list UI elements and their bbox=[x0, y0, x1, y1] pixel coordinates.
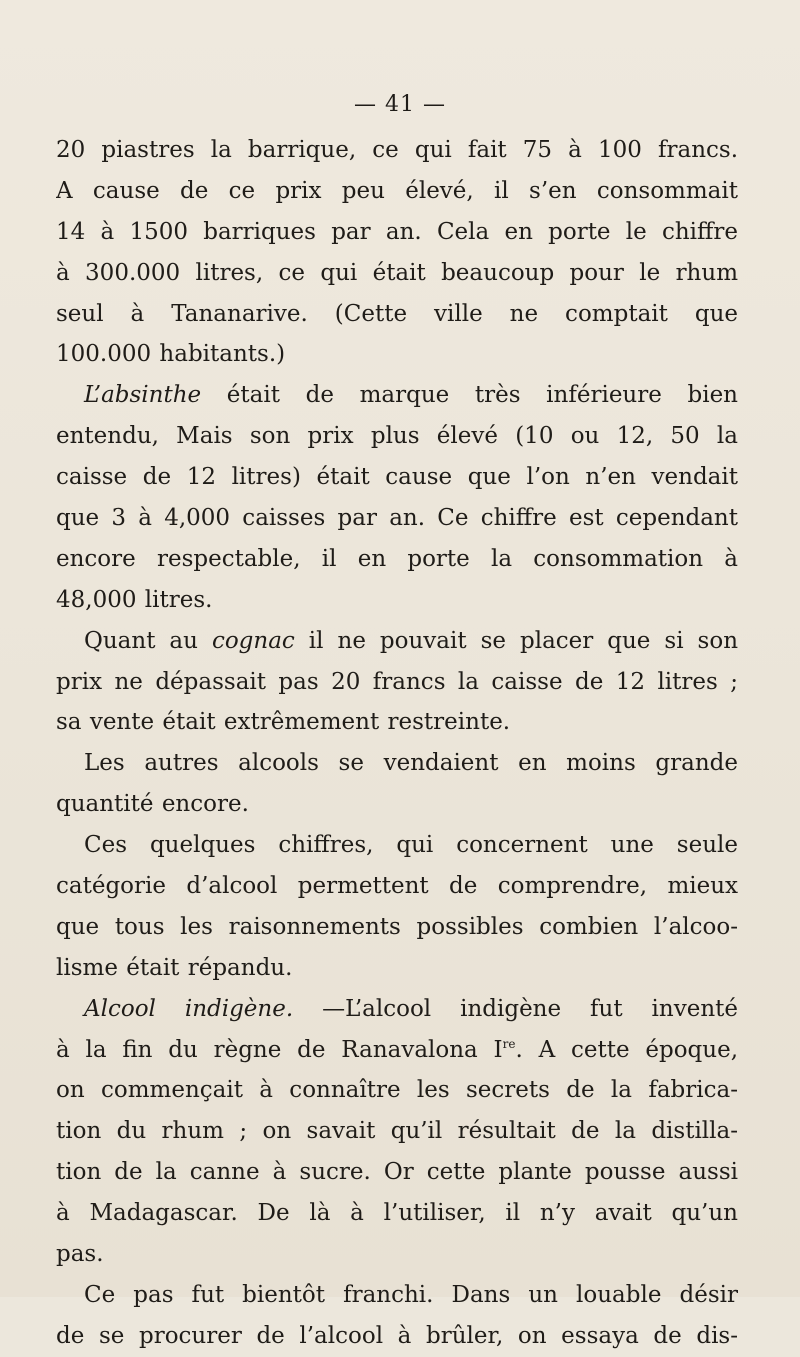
text-line bbox=[56, 621, 738, 662]
text-line bbox=[56, 989, 738, 1030]
superscript: re bbox=[502, 1036, 516, 1051]
text-line: lisme était répandu. bbox=[56, 954, 293, 981]
text-span: . A cette époque, bbox=[515, 1036, 738, 1063]
text-line: 48,000 litres. bbox=[56, 586, 213, 613]
body-text bbox=[56, 130, 738, 1357]
text-line: tion de la canne à sucre. Or cette plante pousse aussi bbox=[56, 1159, 738, 1186]
text-span: était de marque très inférieure bien bbox=[201, 382, 738, 409]
text-line: 14 à 1500 barriques par an. Cela en porte le chiffre bbox=[56, 218, 738, 245]
text-span: il ne pouvait se placer que si son bbox=[294, 627, 738, 654]
text-line: prix ne dépassait pas 20 francs la caisse de 12 litres ; bbox=[56, 668, 738, 695]
section-heading-alcool-indigene: Alcool indigène. bbox=[84, 995, 294, 1022]
text-line: caisse de 12 litres) était cause que l’on n’en vendait bbox=[56, 464, 738, 491]
text-line: à Madagascar. De là à l’utiliser, il n’y avait qu’un bbox=[56, 1200, 738, 1227]
page-number: — 41 — bbox=[354, 92, 446, 117]
text-line: entendu, Mais son prix plus élevé (10 ou 12, 50 la bbox=[56, 423, 738, 450]
text-line: on commençait à connaître les secrets de la fabrica- bbox=[56, 1077, 738, 1104]
text-line bbox=[56, 1030, 738, 1071]
text-line: A cause de ce prix peu élevé, il s’en consommait bbox=[56, 177, 738, 204]
text-line: sa vente était extrêmement restreinte. bbox=[56, 709, 511, 736]
italic-term-cognac: cognac bbox=[211, 627, 295, 654]
text-line: Ce pas fut bientôt franchi. Dans un louable désir bbox=[84, 1281, 738, 1308]
text-line: 20 piastres la barrique, ce qui fait 75 à 100 francs. bbox=[56, 137, 738, 163]
text-span: Quant au bbox=[84, 627, 212, 654]
text-line: que 3 à 4,000 caisses par an. Ce chiffre est cependant bbox=[56, 505, 738, 532]
text-line: encore respectable, il en porte la consommation à bbox=[56, 545, 738, 572]
text-line: tion du rhum ; on savait qu’il résultait de la distilla- bbox=[56, 1118, 738, 1145]
text-line: catégorie d’alcool permettent de comprendre, mieux bbox=[56, 873, 738, 900]
text-line: de se procurer de l’alcool à brûler, on essaya de dis- bbox=[56, 1322, 738, 1349]
text-span: à la fin du règne de Ranavalona I bbox=[56, 1036, 503, 1063]
text-line: 100.000 habitants.) bbox=[56, 341, 286, 368]
text-span: —L’alcool indigène fut inventé bbox=[293, 995, 738, 1022]
text-line: quantité encore. bbox=[56, 791, 249, 818]
italic-term-absinthe: L’absinthe bbox=[84, 382, 202, 409]
text-line bbox=[56, 375, 738, 416]
text-line: Les autres alcools se vendaient en moins grande bbox=[84, 750, 738, 777]
text-line: Ces quelques chiffres, qui concernent une seule bbox=[84, 832, 738, 859]
text-line: à 300.000 litres, ce qui était beaucoup pour le rhum bbox=[56, 259, 738, 286]
text-line: que tous les raisonnements possibles combien l’alcoo- bbox=[56, 913, 738, 940]
text-line: seul à Tananarive. (Cette ville ne comptait que bbox=[56, 300, 738, 327]
text-line: pas. bbox=[56, 1241, 104, 1268]
